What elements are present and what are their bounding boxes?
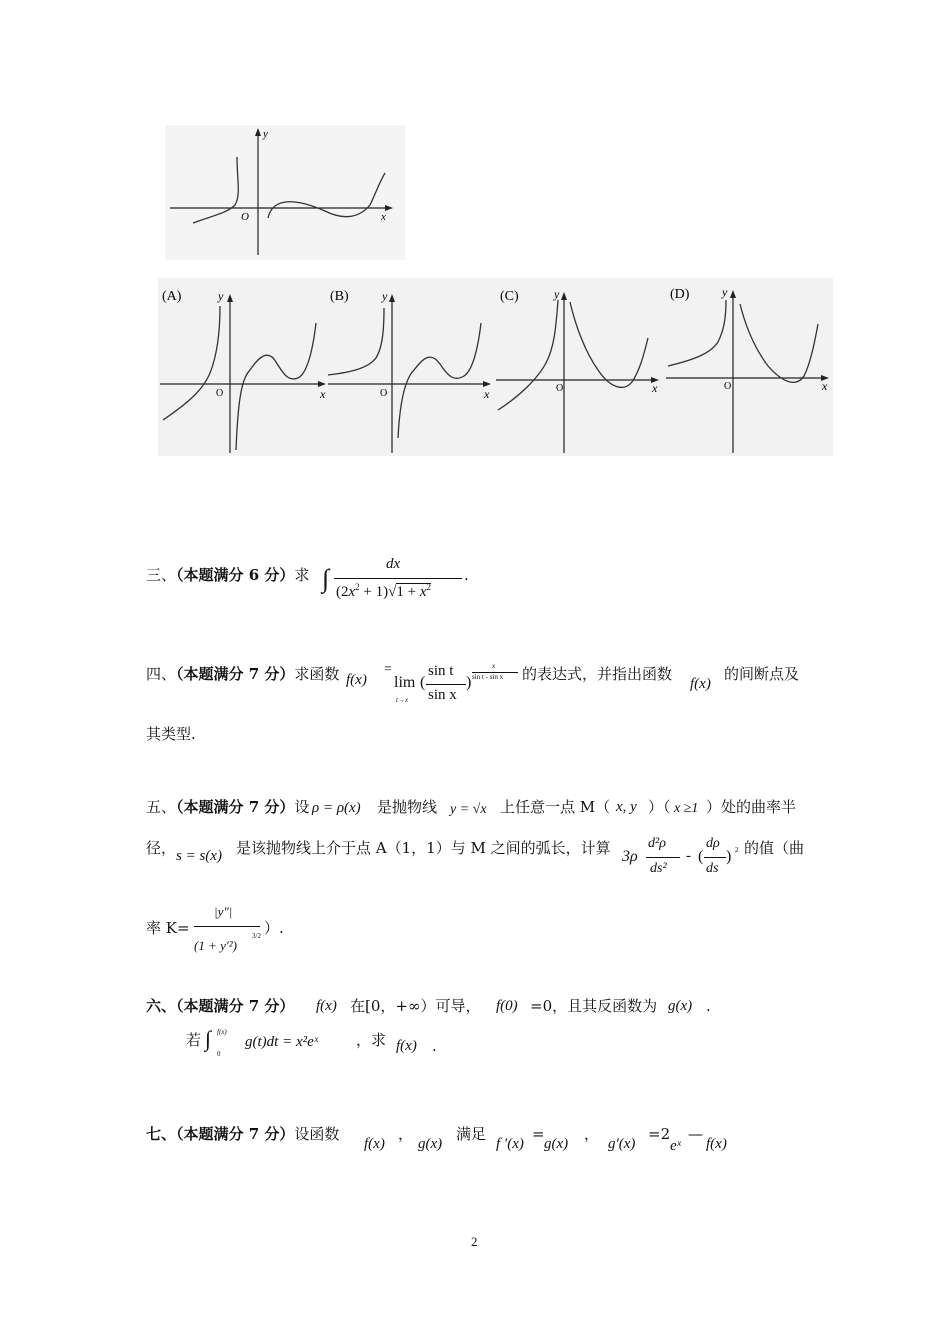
option-a-origin: O (216, 388, 224, 399)
q4-text1: 求函数 (294, 665, 340, 683)
q5-l3b: ）. (264, 919, 284, 937)
page-number: 2 (471, 1234, 478, 1249)
q5-expr-num1: d²ρ (648, 836, 666, 851)
q4-paren-close: ) (466, 674, 472, 691)
q4-frac-bar (426, 684, 466, 685)
q5-text2: 是抛物线 (377, 798, 438, 816)
q4-lim-sub: t→x (396, 696, 409, 704)
q4-line2: 其类型. (146, 725, 196, 743)
q4-paren-open: ( (420, 674, 426, 691)
q5-l2b: 是该抛物线上介于点 A（1，1）与 M 之间的弧长，计算 (236, 839, 611, 857)
q7-text2: 满足 (456, 1125, 487, 1143)
q6-text1: 在[0，+∞）可导， (350, 997, 481, 1015)
q7-fx3: f(x) (706, 1136, 727, 1152)
q4-exp-den: sin t - sin x (472, 673, 504, 681)
q3-end: . (464, 566, 469, 584)
q4-formula (346, 660, 521, 710)
q5-l2a: 径， (146, 839, 177, 857)
q3-integral-sign: ∫ (322, 564, 330, 593)
option-b-x-label: x (484, 387, 490, 401)
option-d-x-label: x (822, 379, 828, 393)
q6-score: （本题满分 7 分） (176, 997, 295, 1015)
q6-int-lower: 0 (217, 1050, 221, 1058)
q6-line1 (146, 996, 294, 1016)
q6-l2a: 若 (186, 1031, 202, 1049)
q4-frac-den: sin x (428, 687, 457, 703)
q6-integral (205, 1026, 365, 1062)
q6-gx: g(x) (668, 998, 693, 1014)
option-d-label: (D) (670, 287, 690, 302)
q5-expr-den2: ds (706, 861, 719, 876)
q4-fx2: f(x) (690, 676, 711, 692)
q6-text2: =0，且其反函数为 (530, 997, 658, 1015)
q4-exp-num: x (492, 662, 496, 670)
q7-eq: = (532, 1125, 545, 1143)
q5-cond: x ≥1 (674, 801, 699, 816)
q6-head: 六、 (146, 997, 177, 1015)
q5-expr-power: 2 (735, 846, 739, 854)
main-y-label: y (263, 128, 268, 140)
q5-l2c: 的值（曲 (744, 839, 805, 857)
option-b-label: (B) (330, 289, 349, 304)
option-d-y-label: y (722, 285, 728, 299)
q7-eq2: =2 (648, 1125, 671, 1143)
main-x-label: x (381, 211, 386, 223)
q6-fx2: f(x) (396, 1038, 417, 1054)
option-c-x-label: x (652, 381, 658, 395)
q5-expr-coef: 3ρ (622, 848, 638, 865)
q4-eq: = (384, 662, 392, 677)
option-a-y-label: y (218, 289, 224, 303)
q3-line (146, 565, 309, 585)
q5-l3a: 率 K= (146, 919, 190, 937)
q5-expr-paren-open: ( (698, 848, 704, 865)
q5-k-pow: 3/2 (252, 932, 261, 940)
q7-sep2: ， (584, 1125, 600, 1143)
q5-k-den: (1 + y′²) (194, 938, 237, 953)
q6-integral-sign: ∫ (205, 1026, 212, 1051)
q6-f0: f(0) (496, 998, 518, 1014)
q5-expr-paren-close: ) (726, 848, 732, 865)
q5-curvature (192, 904, 264, 960)
q6-l2b: ，求 (356, 1031, 387, 1049)
q5-k-bar (194, 926, 260, 927)
q6-l2end: . (432, 1037, 437, 1055)
option-b-origin: O (380, 388, 388, 399)
option-b-y-label: y (382, 289, 388, 303)
q3-integral (322, 556, 472, 606)
q7-ex: eˣ (670, 1138, 681, 1154)
q3-numerator: dx (386, 556, 401, 572)
q7-head: 七、 (146, 1125, 177, 1143)
q6-end: . (706, 997, 711, 1015)
q7-fx: f(x) (364, 1136, 385, 1152)
q5-head: 五、 (146, 798, 177, 816)
q3-text: 求 (294, 566, 310, 584)
q4-lim: lim (394, 674, 416, 691)
q5-text5: ）处的曲率半 (706, 798, 797, 816)
q6-int-upper: f(x) (217, 1028, 227, 1036)
q5-point: x, y (616, 799, 637, 815)
option-c-label: (C) (500, 289, 519, 304)
q7-gx: g(x) (418, 1136, 443, 1152)
q5-text1: 设 (294, 798, 310, 816)
q4-score: （本题满分 7 分） (176, 665, 295, 683)
option-a-label: (A) (162, 289, 182, 304)
q5-expression (622, 834, 748, 884)
q5-text4: ）（ (648, 798, 671, 816)
q5-expr-num2: dρ (706, 836, 720, 851)
option-c-origin: O (556, 383, 564, 394)
q7-gp: g′(x) (608, 1136, 636, 1152)
q5-expr-bar1 (646, 857, 680, 858)
q3-head: 三、 (146, 566, 177, 584)
q4-text3: 的间断点及 (724, 665, 800, 683)
q4-text2: 的表达式，并指出函数 (522, 665, 673, 683)
q7-score: （本题满分 7 分） (176, 1125, 295, 1143)
q7-line1 (146, 1124, 339, 1144)
option-d-origin: O (724, 381, 732, 392)
q5-rho: ρ = ρ(x) (312, 800, 361, 816)
q6-integrand: g(t)dt = x²eˣ (245, 1034, 318, 1050)
q7-sep1: ， (398, 1125, 414, 1143)
q6-fx: f(x) (316, 998, 337, 1014)
q4-fx: f(x) (346, 672, 367, 688)
q7-minus: — (688, 1125, 703, 1143)
option-c-y-label: y (554, 287, 560, 301)
q5-parabola: y = √x (450, 802, 487, 817)
q5-s: s = s(x) (176, 848, 222, 864)
q4-line1 (146, 664, 339, 684)
q5-expr-den1: ds² (650, 861, 667, 876)
q7-fp: f ′(x) (496, 1136, 524, 1152)
q5-text3: 上任意一点 M（ (500, 798, 611, 816)
main-graph (165, 125, 405, 260)
q3-denominator: $(2x^2 + 1)√1 + x^2$ (336, 582, 432, 600)
q4-frac-num: sin t (428, 663, 454, 679)
q7-text1: 设函数 (294, 1125, 340, 1143)
q7-gx2: g(x) (544, 1136, 569, 1152)
q5-k-num: |y″| (214, 904, 233, 919)
options-figure (158, 278, 833, 456)
q5-score: （本题满分 7 分） (176, 798, 295, 816)
q5-expr-minus: - (686, 848, 691, 864)
q3-score: （本题满分 6 分） (176, 566, 295, 584)
option-a-x-label: x (320, 387, 326, 401)
q5-line1 (146, 797, 309, 817)
q4-head: 四、 (146, 665, 177, 683)
q5-expr-bar2 (704, 857, 726, 858)
q3-fraction-bar (334, 578, 462, 579)
main-origin-label: O (241, 211, 249, 223)
